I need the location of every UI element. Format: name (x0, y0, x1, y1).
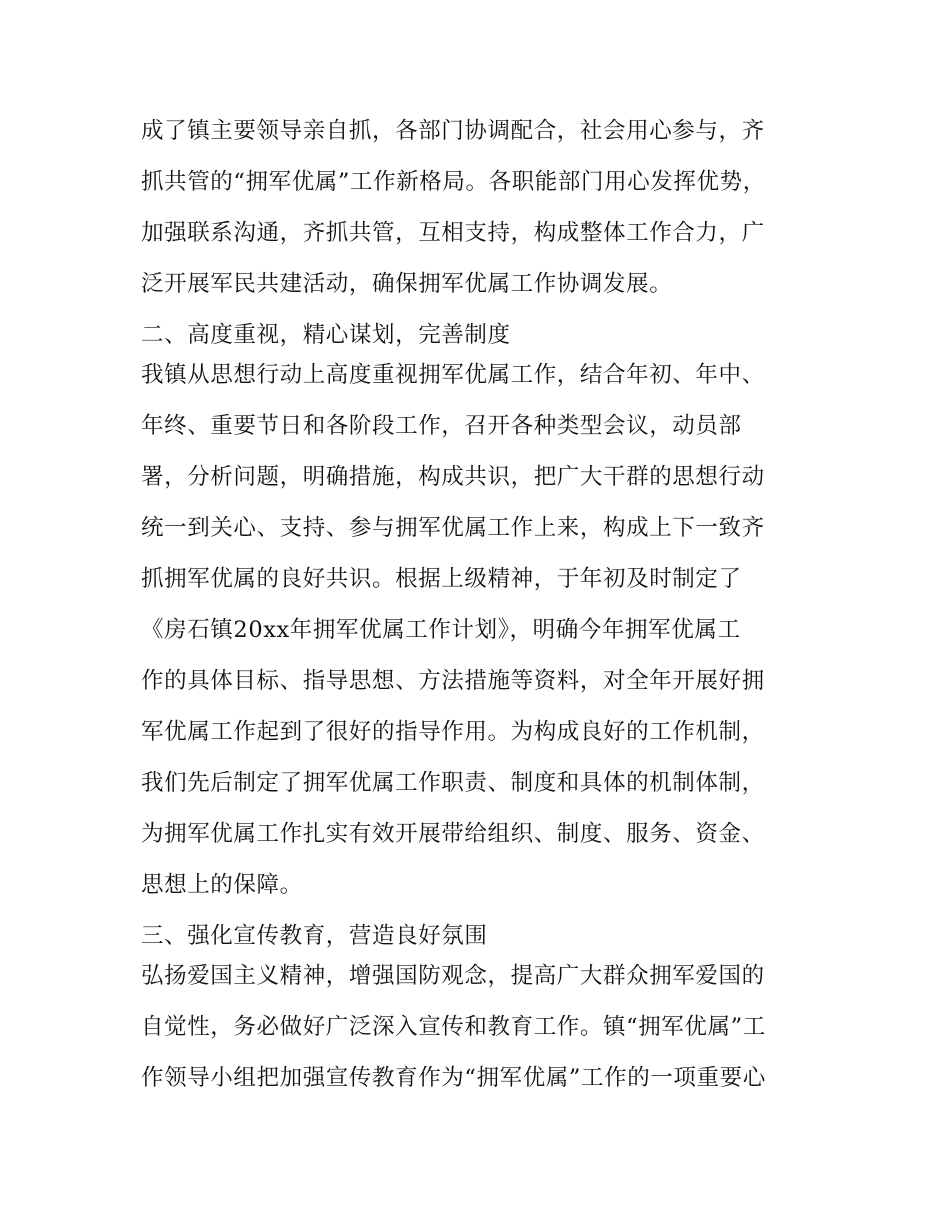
document-body (141, 109, 813, 1107)
section-heading (141, 914, 813, 954)
text-line: 抓共管的“拥军优属”工作新格局。各职能部门用心发挥优势， (141, 169, 766, 195)
heading-line: 三、强化宣传教育，营造良好氛围 (141, 923, 488, 949)
text-line: 《房石镇20xx年拥军优属工作计划》，明确今年拥军优属工 (141, 617, 741, 643)
text-line: 为拥军优属工作扎实有效开展带给组织、制度、服务、资金、 (141, 821, 765, 847)
text-line: 作的具体目标、指导思想、方法措施等资料，对全年开展好拥 (141, 668, 765, 694)
text-line: 我镇从思想行动上高度重视拥军优属工作，结合年初、年中、 (141, 362, 765, 388)
text-line: 署，分析问题，明确措施，构成共识，把广大干群的思想行动 (141, 464, 765, 490)
paragraph (141, 353, 813, 914)
text-line: 我们先后制定了拥军优属工作职责、制度和具体的机制体制， (141, 770, 765, 796)
heading-line: 二、高度重视，精心谋划，完善制度 (141, 322, 511, 348)
text-line: 弘扬爱国主义精神，增强国防观念，提高广大群众拥军爱国的 (141, 963, 765, 989)
text-line: 自觉性，务必做好广泛深入宣传和教育工作。镇“拥军优属”工 (141, 1014, 766, 1040)
text-line: 军优属工作起到了很好的指导作用。为构成良好的工作机制， (141, 719, 765, 745)
text-line: 思想上的保障。 (141, 872, 303, 898)
text-line: 作领导小组把加强宣传教育作为“拥军优属”工作的一项重要心 (141, 1065, 766, 1091)
text-line: 年终、重要节日和各阶段工作，召开各种类型会议，动员部 (141, 413, 742, 439)
text-line: 加强联系沟通，齐抓共管，互相支持，构成整体工作合力，广 (141, 220, 765, 246)
paragraph (141, 954, 813, 1107)
text-line: 统一到关心、支持、参与拥军优属工作上来，构成上下一致齐 (141, 515, 765, 541)
paragraph (141, 109, 813, 313)
section-heading (141, 313, 813, 353)
text-line: 抓拥军优属的良好共识。根据上级精神，于年初及时制定了 (141, 566, 742, 592)
text-line: 成了镇主要领导亲自抓，各部门协调配合，社会用心参与，齐 (141, 118, 765, 144)
text-line: 泛开展军民共建活动，确保拥军优属工作协调发展。 (141, 271, 673, 297)
